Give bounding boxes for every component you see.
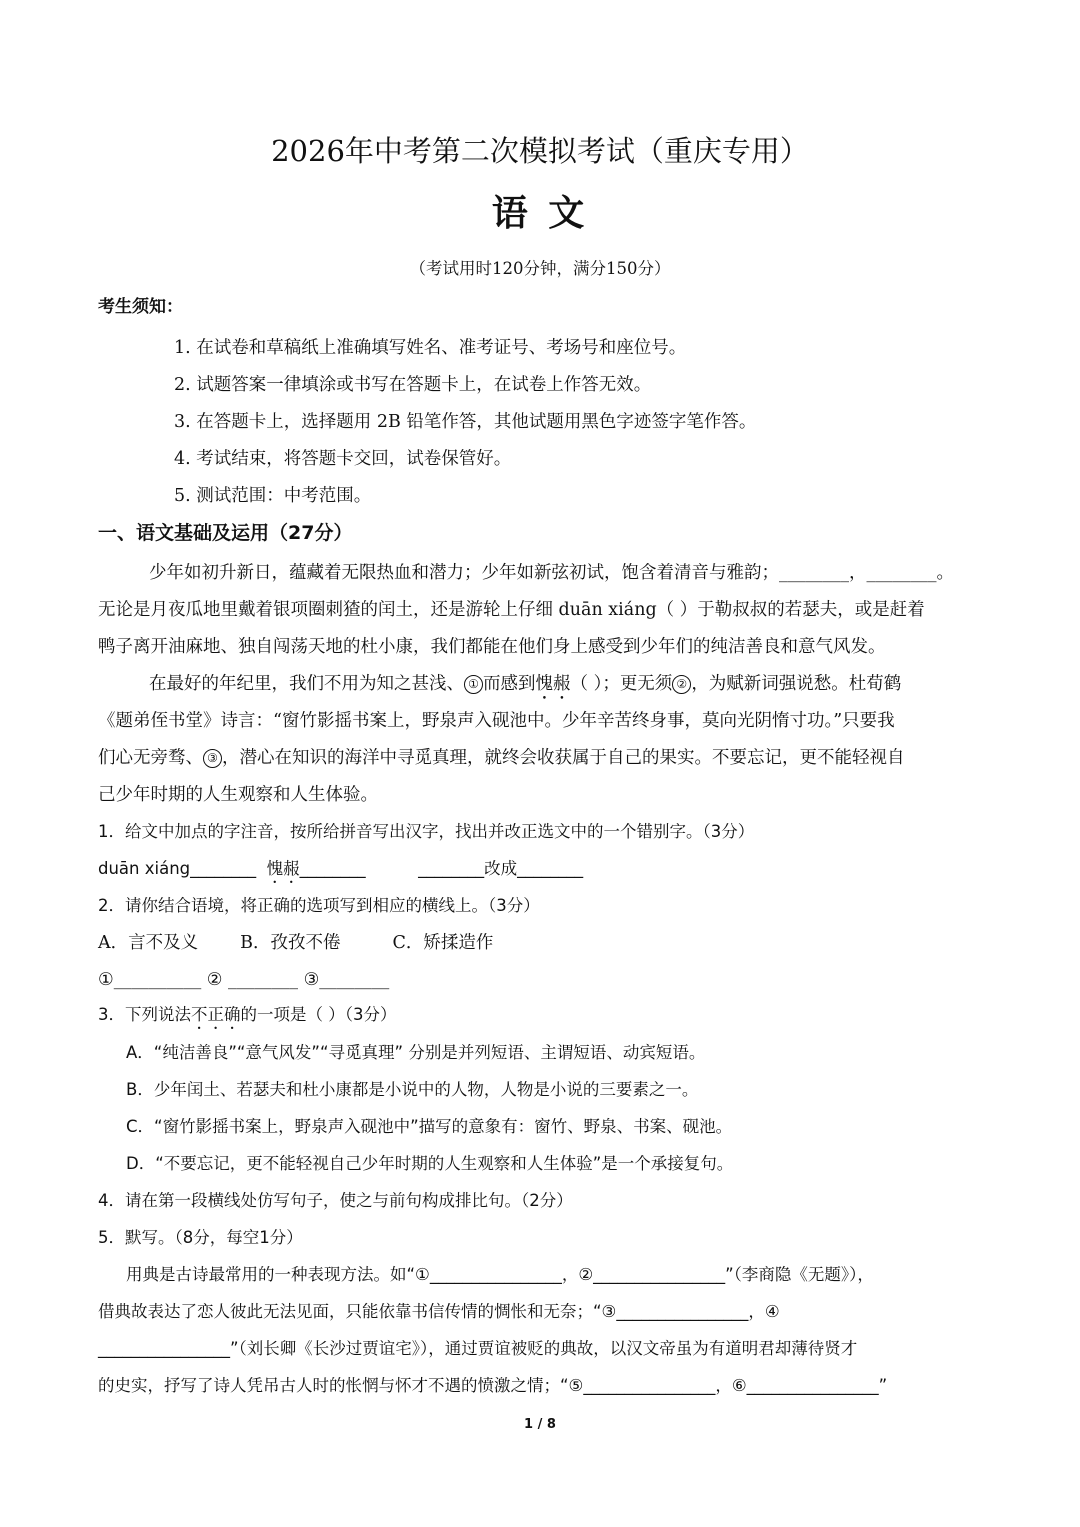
- blank-marker-1: ①: [464, 675, 483, 694]
- question-5-line: 借典故表达了恋人彼此无法见面，只能依靠书信传情的惆怅和无奈；“③________________，④: [98, 1302, 780, 1321]
- question-3-option: B．少年闰土、若瑟夫和杜小康都是小说中的人物，人物是小说的三要素之一。: [126, 1080, 699, 1099]
- subject-title: 语 文: [491, 192, 589, 234]
- passage-text: ，潜心在知识的海洋中寻觅真理，就终会收获属于自己的果实。不要忘记，更不能轻视自: [222, 748, 905, 768]
- instruction-item: 4. 考试结束，将答题卡交回，试卷保管好。: [174, 449, 512, 469]
- passage-line: 鸭子离开油麻地、独自闯荡天地的杜小康，我们都能在他们身上感受到少年们的纯洁善良和意气风发。: [98, 637, 886, 657]
- passage-line: 少年如初升新日，蕴藏着无限热血和潜力；少年如新弦初试，饱含着清音与雅韵；________，________。: [149, 563, 954, 583]
- dotted-word: 愧赧: [266, 859, 300, 878]
- passage-text: 们心无旁骛、: [98, 748, 203, 768]
- passage-line: 《题弟侄书堂》诗言：“窗竹影摇书案上，野泉声入砚池中。少年辛苦终身事，莫向光阴惰寸功。”只要我: [98, 711, 895, 731]
- passage-line: 无论是月夜瓜地里戴着银项圈刺猹的闰土，还是游轮上仔细 duān xiáng（ ）于勒叔叔的若瑟夫，或是赶着: [98, 600, 925, 620]
- passage-text: ，为赋新词强说愁。杜荀鹤: [691, 674, 902, 694]
- instruction-item: 1. 在试卷和草稿纸上准确填写姓名、准考证号、考场号和座位号。: [174, 338, 687, 358]
- question-2: 2．请你结合语境，将正确的选项写到相应的横线上。（3分）: [98, 896, 540, 915]
- passage-text: 在最好的年纪里，我们不用为知之甚浅、: [149, 674, 464, 694]
- correction-blank: ________改成________: [418, 859, 584, 878]
- instruction-item: 2. 试题答案一律填涂或书写在答题卡上，在试卷上作答无效。: [174, 375, 652, 395]
- question-1-blanks: [98, 856, 982, 887]
- question-3-option: C．“窗竹影摇书案上，野泉声入砚池中”描写的意象有：窗竹、野泉、书案、砚池。: [126, 1117, 733, 1136]
- pinyin-blank: ________: [299, 859, 366, 878]
- question-text: 3．下列说法: [98, 1005, 191, 1024]
- page-number: 1 / 8: [524, 1417, 556, 1432]
- question-text: 的一项是（ ）（3分）: [240, 1005, 397, 1024]
- question-3: [98, 1002, 982, 1033]
- passage-line: 己少年时期的人生观察和人生体验。: [98, 785, 378, 805]
- option: B．孜孜不倦: [240, 933, 341, 953]
- passage-line: [149, 671, 982, 704]
- pinyin-blank: duān xiáng________: [98, 859, 257, 878]
- dotted-word: 愧赧: [535, 674, 571, 694]
- question-3-option: D．“不要忘记，更不能轻视自己少年时期的人生观察和人生体验”是一个承接复句。: [126, 1154, 734, 1173]
- instruction-item: 5. 测试范围：中考范围。: [174, 486, 372, 506]
- blank-marker-2: ②: [672, 675, 691, 694]
- question-3-option: A．“纯洁善良”“意气风发”“寻觅真理” 分别是并列短语、主谓短语、动宾短语。: [126, 1043, 706, 1062]
- passage-line: [98, 745, 982, 771]
- question-4: 4．请在第一段横线处仿写句子，使之与前句构成排比句。（2分）: [98, 1191, 573, 1210]
- exam-title: 2026年中考第二次模拟考试（重庆专用）: [271, 134, 809, 168]
- passage-text: 而感到: [483, 674, 536, 694]
- question-2-options: [98, 930, 982, 956]
- question-5: 5．默写。（8分，每空1分）: [98, 1228, 303, 1247]
- question-5-line: 的史实，抒写了诗人凭吊古人时的怅惘与怀才不遇的愤激之情；“⑤________________，⑥________________”: [98, 1376, 888, 1395]
- blank-marker-3: ③: [203, 749, 222, 768]
- question-1: 1．给文中加点的字注音，按所给拼音写出汉字，找出并改正选文中的一个错别字。（3分）: [98, 822, 755, 841]
- question-2-blanks: ①__________ ② ________ ③________: [98, 970, 390, 990]
- question-5-line: 用典是古诗最常用的一种表现方法。如“①________________，②________________”（李商隐《无题》），: [126, 1265, 874, 1284]
- passage-text: （ ）；更无须: [570, 674, 673, 694]
- instruction-item: 3. 在答题卡上，选择题用 2B 铅笔作答，其他试题用黑色字迹签字笔作答。: [174, 412, 757, 432]
- section-heading: 一、语文基础及运用（27分）: [98, 522, 353, 544]
- dotted-word: 不正确: [191, 1005, 241, 1024]
- option: C．矫揉造作: [392, 933, 494, 953]
- question-5-line: ________________”（刘长卿《长沙过贾谊宅》），通过贾谊被贬的典故，以汉文帝虽为有道明君却薄待贤才: [98, 1339, 858, 1358]
- instructions-heading: 考生须知：: [98, 297, 183, 317]
- option: A．言不及义: [98, 933, 199, 953]
- exam-note: （考试用时120分钟，满分150分）: [409, 259, 671, 278]
